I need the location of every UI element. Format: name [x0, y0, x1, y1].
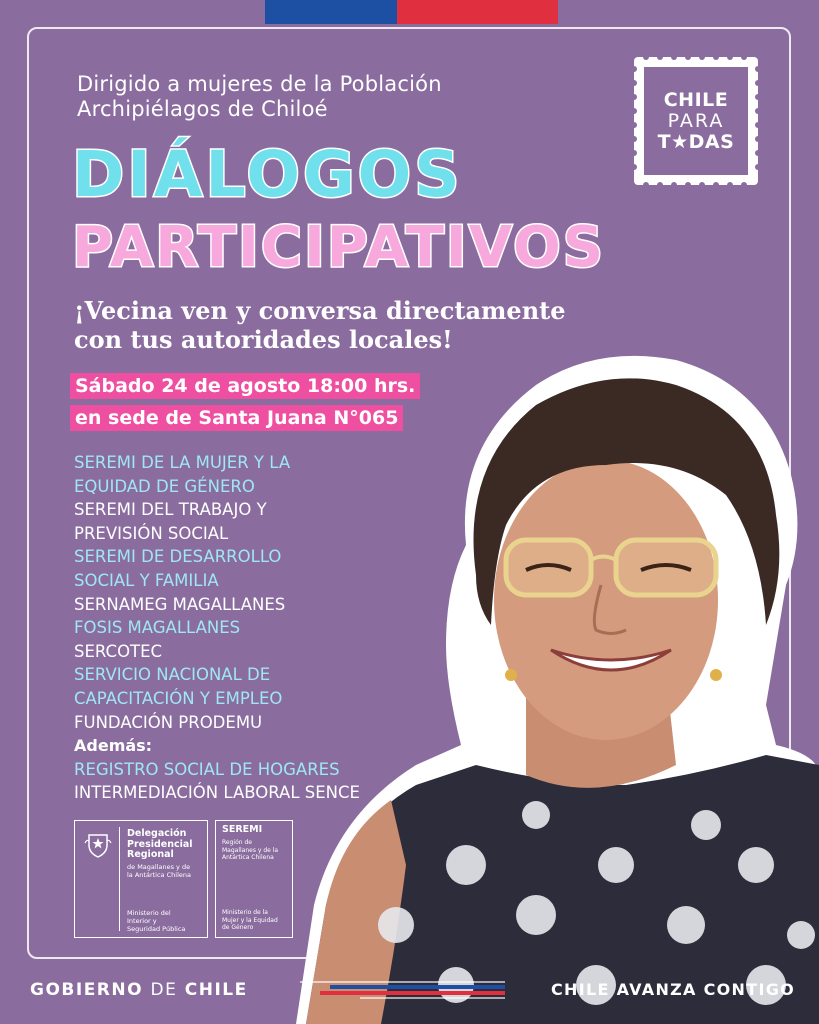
seremi-sub: Región de Magallanes y de la Antártica Chilena	[222, 839, 279, 861]
intro-line-1: Dirigido a mujeres de la Población	[77, 72, 442, 96]
agency-item: FUNDACIÓN PRODEMU	[74, 712, 263, 732]
stamp-line-1: CHILE	[663, 88, 729, 111]
agency-item: SEREMI DEL TRABAJO Y PREVISIÓN SOCIAL	[74, 500, 267, 543]
seremi-title: SEREMI	[222, 824, 263, 835]
title-participativos: PARTICIPATIVOS	[72, 215, 606, 280]
gobierno-de-chile	[30, 980, 248, 1000]
agency-item: SERNAMEG MAGALLANES	[74, 594, 286, 614]
intro-text	[77, 72, 442, 122]
agency-item: SERCOTEC	[74, 641, 163, 661]
tagline-line-2: con tus autoridades locales!	[74, 325, 453, 354]
stamp-line-3: T★DAS	[657, 130, 735, 153]
stamp-label	[644, 67, 748, 175]
agency-item: FOSIS MAGALLANES	[74, 618, 241, 638]
gob-word-3: CHILE	[184, 980, 248, 1000]
event-date-highlight: Sábado 24 de agosto 18:00 hrs.	[70, 373, 420, 399]
chile-avanza-contigo: CHILE AVANZA CONTIGO	[551, 980, 796, 999]
delegacion-ministry: Ministerio del Interior y Seguridad Pública	[127, 909, 186, 933]
intro-line-2: Archipiélagos de Chiloé	[77, 97, 328, 121]
event-place-highlight: en sede de Santa Juana N°065	[70, 405, 403, 431]
delegacion-logo	[74, 820, 208, 938]
agency-item: SEREMI DE LA MUJER Y LA EQUIDAD DE GÉNERO	[74, 453, 291, 496]
smiling-woman-photo	[296, 345, 819, 1024]
ademas-item: INTERMEDIACIÓN LABORAL SENCE	[74, 783, 360, 803]
flag-stripe-red	[397, 0, 558, 24]
gob-word-1: GOBIERNO	[30, 980, 144, 1000]
seremi-logo	[215, 820, 293, 938]
title-dialogos: DIÁLOGOS	[72, 138, 463, 211]
seremi-ministry: Ministerio de la Mujer y la Equidad de Género	[222, 909, 278, 931]
flag-stripe-blue	[265, 0, 397, 24]
agency-item: SERVICIO NACIONAL DE CAPACITACIÓN Y EMPLEO	[74, 665, 283, 708]
flag-stripes-icon	[300, 978, 505, 1002]
agency-item: SEREMI DE DESARROLLO SOCIAL Y FAMILIA	[74, 547, 282, 590]
delegacion-title: Delegación Presidencial Regional	[127, 828, 193, 860]
tagline-line-1: ¡Vecina ven y conversa directamente	[74, 296, 566, 325]
gob-word-2: DE	[150, 980, 178, 1000]
logo-divider	[119, 827, 120, 931]
chile-coat-of-arms-icon	[83, 829, 113, 859]
delegacion-sub: de Magallanes y de la Antártica Chilena	[127, 863, 191, 879]
ademas-item: REGISTRO SOCIAL DE HOGARES	[74, 759, 340, 779]
stamp-line-2: PARA	[667, 109, 725, 132]
chile-para-todas-stamp	[634, 57, 758, 185]
ademas-label: Además:	[74, 736, 153, 756]
